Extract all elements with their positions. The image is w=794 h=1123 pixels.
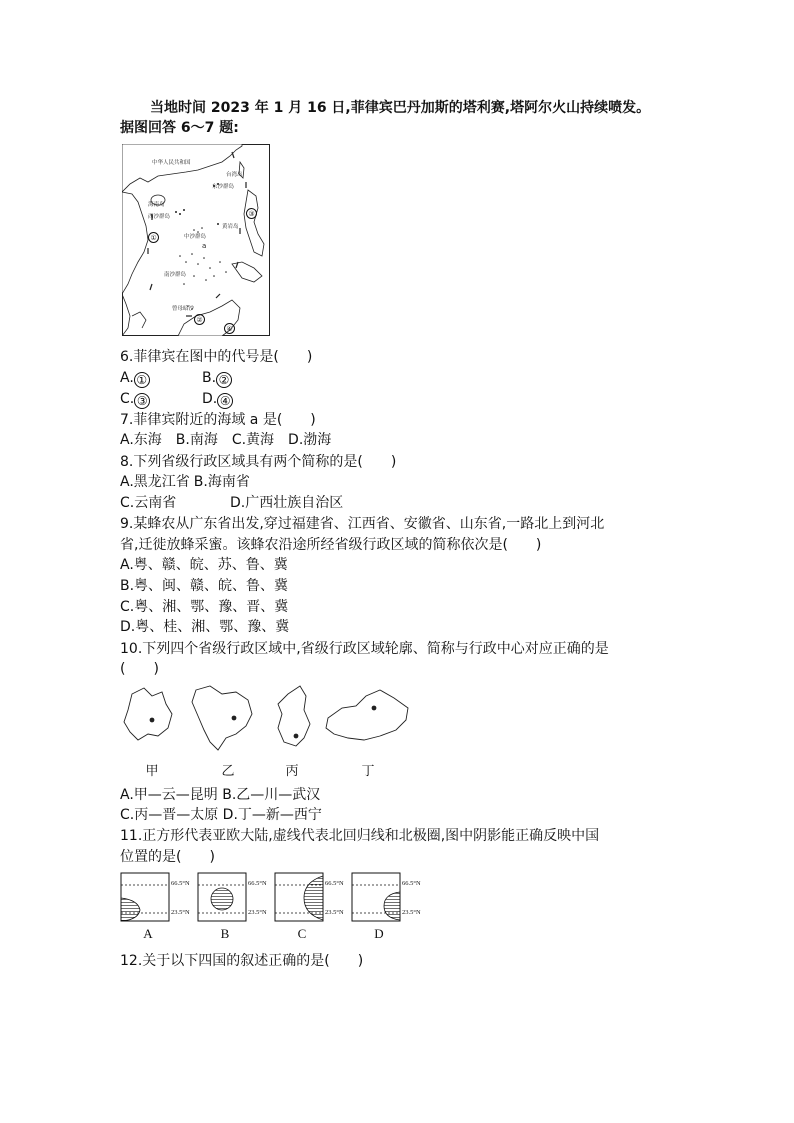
province-outlines-graphic	[118, 684, 418, 754]
question-6-options-row-1	[120, 368, 232, 388]
map-label-taiwan: 台湾岛	[226, 172, 243, 178]
box-b-lat-top: 66.5°N	[248, 880, 267, 887]
q6-option-b-mark: ②	[216, 372, 232, 388]
map-label-zengmu: 曾母暗沙	[172, 306, 195, 312]
box-d-lat-top: 66.5°N	[402, 880, 421, 887]
q6-option-c-mark: ③	[134, 393, 150, 409]
box-label-c[interactable]: C	[297, 926, 307, 941]
box-a-lat-bottom: 23.5°N	[171, 909, 190, 916]
latitude-diagrams-graphic	[120, 872, 432, 924]
question-7-options[interactable]: A.东海 B.南海 C.黄海 D.渤海	[120, 432, 332, 448]
shape-label-jia: 甲	[145, 763, 159, 778]
map-marker-2: ②	[194, 314, 205, 325]
question-6-options-row-2	[120, 389, 233, 409]
q9-option-c[interactable]: C.粤、湘、鄂、豫、晋、冀	[120, 599, 289, 615]
question-11-stem-line-2: 位置的是( )	[120, 849, 215, 865]
q6-option-b-prefix: B.	[202, 370, 217, 386]
shape-label-bing: 丙	[285, 763, 299, 778]
map-label-huangyan: 黄岩岛	[222, 224, 239, 230]
box-c-lat-top: 66.5°N	[325, 880, 344, 887]
q6-option-d[interactable]	[202, 389, 233, 409]
map-label-dongsha: 东沙群岛	[212, 184, 235, 190]
q6-option-b[interactable]	[202, 368, 232, 388]
q9-option-a[interactable]: A.粤、赣、皖、苏、鲁、冀	[120, 557, 288, 573]
q6-option-c[interactable]	[120, 389, 202, 409]
question-8-options-row-2	[120, 493, 343, 513]
question-9-stem-line-2: 省,迁徙放蜂采蜜。该蜂农沿途所经省级行政区域的简称依次是( )	[120, 537, 542, 553]
question-12-stem: 12.关于以下四国的叙述正确的是( )	[120, 953, 364, 969]
q6-option-a-prefix: A.	[120, 370, 134, 386]
question-10-options-row-1[interactable]: A.甲—云—昆明 B.乙—川—武汉	[120, 787, 321, 803]
question-8-options-row-1	[120, 472, 250, 492]
question-10-stem-line-1: 10.下列四个省级行政区域中,省级行政区域轮廓、简称与行政中心对应正确的是	[120, 641, 609, 657]
q6-option-a[interactable]	[120, 368, 202, 388]
map-label-zhongsha: 中沙群岛	[184, 234, 207, 240]
q8-option-a[interactable]: A.黑龙江省	[120, 474, 190, 490]
intro-line-2: 据图回答 6～7 题:	[120, 120, 239, 136]
province-outlines	[118, 684, 418, 780]
map-label-xisha: 西沙群岛	[148, 214, 171, 220]
q9-option-b[interactable]: B.粤、闽、赣、皖、鲁、冀	[120, 578, 289, 594]
shape-label-yi: 乙	[221, 763, 235, 778]
map-label-nansha: 南沙群岛	[164, 272, 187, 278]
map-marker-4: ④	[224, 323, 235, 334]
question-10-stem-line-2: ( )	[120, 661, 159, 677]
box-label-b[interactable]: B	[220, 926, 230, 941]
intro-line-1: 当地时间 2023 年 1 月 16 日,菲律宾巴丹加斯的塔利赛,塔阿尔火山持续喷发。	[150, 100, 651, 116]
map-graphic	[122, 144, 270, 336]
map-label-china: 中华人民共和国	[152, 160, 191, 166]
box-label-d[interactable]: D	[374, 926, 384, 941]
box-c-lat-bottom: 23.5°N	[325, 909, 344, 916]
q6-option-a-mark: ①	[134, 372, 150, 388]
map-marker-3: ③	[246, 208, 257, 219]
q9-option-d[interactable]: D.粤、桂、湘、鄂、豫、冀	[120, 619, 290, 635]
box-d-lat-bottom: 23.5°N	[402, 909, 421, 916]
q6-option-d-prefix: D.	[202, 391, 218, 407]
q6-option-c-prefix: C.	[120, 391, 135, 407]
south-china-sea-map	[122, 144, 270, 336]
box-b-lat-bottom: 23.5°N	[248, 909, 267, 916]
question-11-stem-line-1: 11.正方形代表亚欧大陆,虚线代表北回归线和北极圈,图中阴影能正确反映中国	[120, 828, 600, 844]
q8-option-b[interactable]: B.海南省	[193, 474, 250, 490]
map-label-a: a	[202, 242, 207, 250]
box-label-a[interactable]: A	[143, 926, 153, 941]
question-7-stem: 7.菲律宾附近的海域 a 是( )	[120, 412, 316, 428]
map-marker-1: ①	[148, 232, 159, 243]
map-label-hainan: 海南岛	[148, 202, 165, 208]
latitude-diagrams	[120, 872, 432, 942]
q8-option-c[interactable]: C.云南省	[120, 495, 177, 511]
question-6-stem: 6.菲律宾在图中的代号是( )	[120, 349, 313, 365]
q8-option-d[interactable]: D.广西壮族自治区	[230, 495, 344, 511]
question-10-options-row-2[interactable]: C.丙—晋—太原 D.丁—新—西宁	[120, 807, 322, 823]
question-8-stem: 8.下列省级行政区域具有两个简称的是( )	[120, 454, 397, 470]
q6-option-d-mark: ④	[217, 393, 233, 409]
question-9-stem-line-1: 9.某蜂农从广东省出发,穿过福建省、江西省、安徽省、山东省,一路北上到河北	[120, 516, 605, 532]
box-a-lat-top: 66.5°N	[171, 880, 190, 887]
shape-label-ding: 丁	[361, 763, 375, 778]
